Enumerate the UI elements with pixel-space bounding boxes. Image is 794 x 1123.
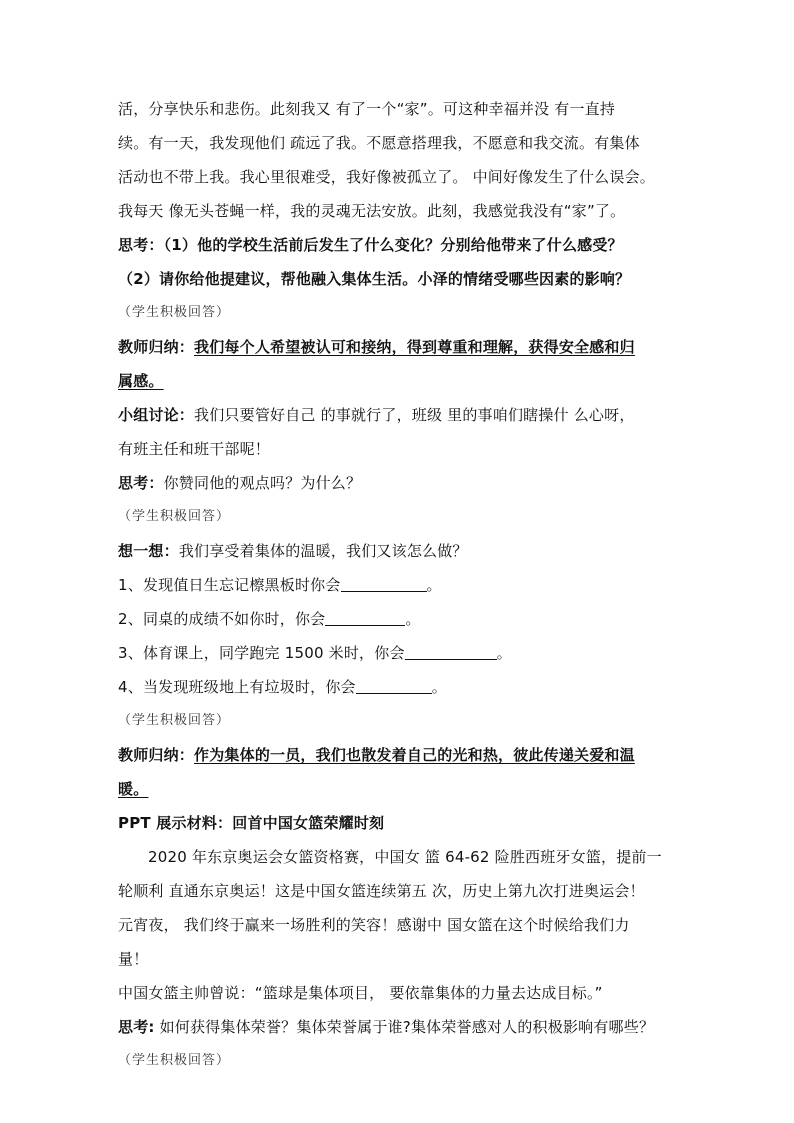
- ppt-paragraph-line: 量！: [118, 950, 149, 968]
- teacher-summary-label: 教师归纳：: [118, 746, 195, 764]
- reflect-text: 我们享受着集体的温暖，我们又该怎么做？: [178, 542, 468, 560]
- student-answer-note: （学生积极回答）: [118, 713, 231, 728]
- document-page: [118, 92, 680, 1078]
- think-question-2: （2）请你给他提建议，帮他融入集体生活。小泽的情绪受哪些因素的影响？: [118, 270, 631, 288]
- think-text: 如何获得集体荣誉？集体荣誉属于谁?集体荣誉感对人的积极影响有哪些？: [154, 1018, 655, 1036]
- reflect-prompt: [118, 534, 680, 568]
- story-line-3: 活动也不带上我。我心里很难受，我好像被孤立了。 中间好像发生了什么误会。: [118, 168, 655, 186]
- fill-blank-end: 。: [405, 610, 421, 628]
- teacher-summary-label: 教师归纳：: [118, 338, 195, 356]
- fill-blank-item: [118, 636, 680, 670]
- think-text: 你赞同他的观点吗？为什么？: [163, 474, 362, 492]
- ppt-paragraph-line: 2020 年东京奥运会女篮资格赛，中国女 篮 64-62 险胜西班牙女篮，提前一: [148, 848, 662, 866]
- teacher-summary-2-cont: [118, 772, 680, 806]
- fill-blank-end: 。: [431, 678, 447, 696]
- group-discussion-label: 小组讨论：: [118, 406, 195, 424]
- coach-quote: 中国女篮主帅曾说：“篮球是集体项目， 要依靠集体的力量去达成目标。”: [118, 984, 603, 1002]
- think-label: 思考:: [118, 1018, 155, 1036]
- fill-blank-item: [118, 602, 680, 636]
- group-discussion-cont: 有班主任和班干部呢！: [118, 440, 271, 458]
- teacher-summary-text: 作为集体的一员，我们也散发着自己的光和热，彼此传递关爱和温: [194, 746, 635, 764]
- fill-blank-prompt: 2、同桌的成绩不如你时，你会: [118, 610, 326, 628]
- fill-blank-end: 。: [426, 576, 442, 594]
- fill-blank-prompt: 1、发现值日生忘记檫黑板时你会: [118, 576, 341, 594]
- teacher-summary-text-cont: 暖。: [118, 780, 149, 798]
- fill-blank-prompt: 3、体育课上，同学跑完 1500 米时，你会: [118, 644, 405, 662]
- ppt-paragraph-line: 轮顺利 直通东京奥运！这是中国女篮连续第五 次，历史上第九次打进奥运会！: [118, 882, 645, 900]
- fill-blank-line: [341, 573, 427, 592]
- think-question-opinion: [118, 466, 680, 500]
- student-answer-note: （学生积极回答）: [118, 1053, 231, 1068]
- fill-blank-line: [325, 607, 405, 626]
- think-label: 思考：: [118, 474, 164, 492]
- fill-blank-prompt: 4、当发现班级地上有垃圾时，你会: [118, 678, 356, 696]
- ppt-paragraph-line: 元宵夜， 我们终于赢来一场胜利的笑容！感谢中 国女篮在这个时候给我们力: [118, 916, 630, 934]
- student-answer-note: （学生积极回答）: [118, 509, 231, 524]
- student-answer-note: （学生积极回答）: [118, 305, 231, 320]
- fill-blank-item: [118, 670, 680, 704]
- story-line-2: 续。有一天，我发现他们 疏远了我。不愿意搭理我，不愿意和我交流。有集体: [118, 134, 640, 152]
- group-discussion: [118, 398, 680, 432]
- story-line-1: 活，分享快乐和悲伤。此刻我又 有了一个“家”。可这种幸福并没 有一直持: [118, 100, 616, 118]
- ppt-material-heading: PPT 展示材料：回首中国女篮荣耀时刻: [118, 814, 385, 832]
- teacher-summary-1-cont: [118, 364, 680, 398]
- fill-blank-line: [356, 675, 432, 694]
- think-question-1: 思考：（1）他的学校生活前后发生了什么变化？分别给他带来了什么感受？: [118, 236, 623, 254]
- group-discussion-text: 我们只要管好自己 的事就行了，班级 里的事咱们瞎操什 么心呀，: [194, 406, 635, 424]
- fill-blank-line: [405, 641, 497, 660]
- teacher-summary-2: [118, 738, 680, 772]
- reflect-label: 想一想：: [118, 542, 179, 560]
- story-line-4: 我每天 像无头苍蝇一样，我的灵魂无法安放。此刻，我感觉我没有“家”了。: [118, 202, 626, 220]
- fill-blank-end: 。: [496, 644, 512, 662]
- fill-blank-item: [118, 568, 680, 602]
- teacher-summary-1: [118, 330, 680, 364]
- think-question-honor: [118, 1010, 680, 1044]
- teacher-summary-text: 我们每个人希望被认可和接纳，得到尊重和理解，获得安全感和归: [194, 338, 635, 356]
- teacher-summary-text-cont: 属感。: [118, 372, 164, 390]
